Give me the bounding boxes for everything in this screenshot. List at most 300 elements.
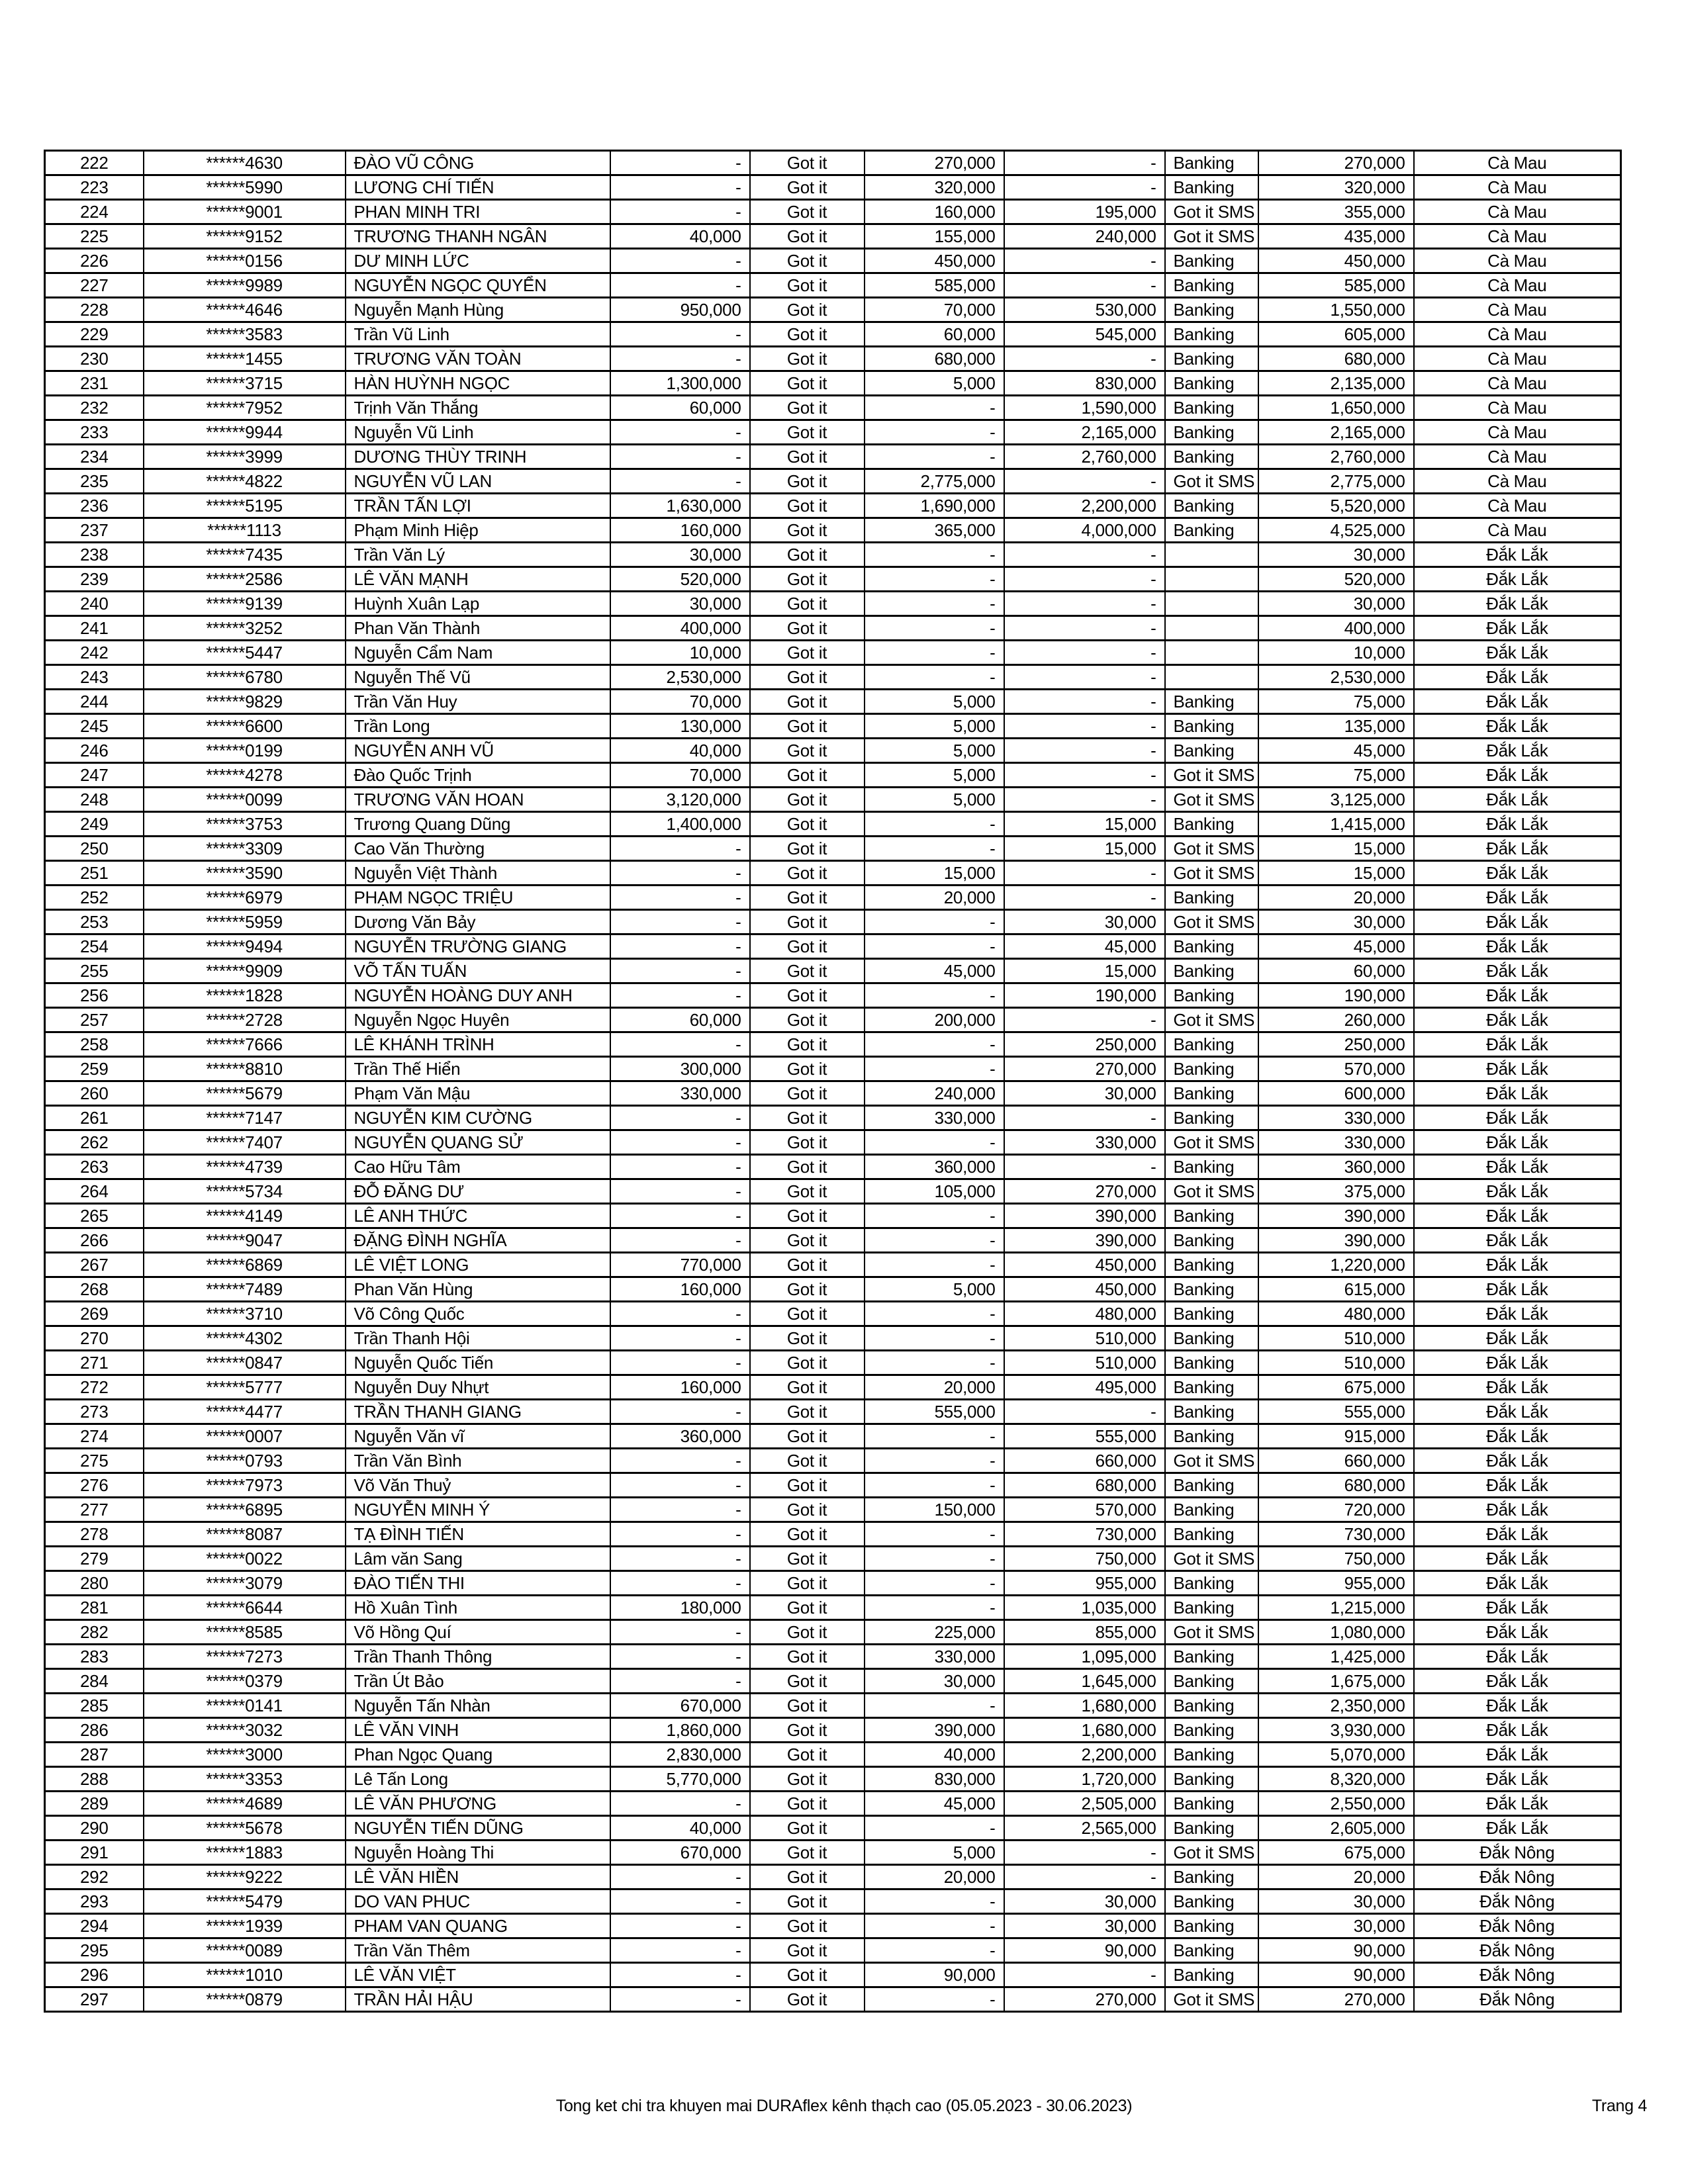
amount_2: -	[865, 1032, 1004, 1057]
payment_method: Banking	[1165, 1914, 1258, 1938]
amount_2: -	[865, 1987, 1004, 2012]
province: Đắk Lắk	[1414, 788, 1621, 812]
amount_3: 270,000	[1004, 1179, 1165, 1204]
table-row	[45, 690, 1621, 714]
account_masked: ******8810	[144, 1057, 346, 1081]
amount_3: -	[1004, 1155, 1165, 1179]
payment_method: Banking	[1165, 934, 1258, 959]
account_masked: ******3753	[144, 812, 346, 837]
province: Đắk Lắk	[1414, 714, 1621, 739]
amount_3: 570,000	[1004, 1498, 1165, 1522]
table-row	[45, 567, 1621, 592]
payment_method: Banking	[1165, 1351, 1258, 1375]
province: Đắk Lắk	[1414, 1179, 1621, 1204]
amount_2: -	[865, 616, 1004, 641]
account_masked: ******4689	[144, 1792, 346, 1816]
payment_method: Banking	[1165, 1938, 1258, 1963]
total_amount: 605,000	[1258, 322, 1414, 347]
amount_1: -	[610, 1547, 750, 1571]
table-row	[45, 1963, 1621, 1987]
recipient_name: TRƯƠNG THANH NGÂN	[346, 224, 610, 249]
receive_status: Got it	[750, 1302, 865, 1326]
recipient_name: Hồ Xuân Tình	[346, 1596, 610, 1620]
table-row	[45, 249, 1621, 273]
amount_2: -	[865, 1057, 1004, 1081]
account_masked: ******6780	[144, 665, 346, 690]
amount_2: 270,000	[865, 151, 1004, 175]
amount_1: -	[610, 1914, 750, 1938]
receive_status: Got it	[750, 861, 865, 886]
payment_method: Banking	[1165, 1816, 1258, 1841]
amount_1: -	[610, 837, 750, 861]
recipient_name: Nguyễn Hoàng Thi	[346, 1841, 610, 1865]
recipient_name: LÊ VIỆT LONG	[346, 1253, 610, 1277]
amount_3: 530,000	[1004, 298, 1165, 322]
amount_3: 195,000	[1004, 200, 1165, 224]
province: Đắk Lắk	[1414, 763, 1621, 788]
amount_3: -	[1004, 567, 1165, 592]
receive_status: Got it	[750, 1228, 865, 1253]
amount_3: 1,095,000	[1004, 1645, 1165, 1669]
stt: 276	[45, 1473, 144, 1498]
total_amount: 360,000	[1258, 1155, 1414, 1179]
amount_1: 40,000	[610, 739, 750, 763]
province: Đắk Lắk	[1414, 1106, 1621, 1130]
table-row	[45, 224, 1621, 249]
receive_status: Got it	[750, 1743, 865, 1767]
province: Đắk Lắk	[1414, 1498, 1621, 1522]
amount_1: 30,000	[610, 543, 750, 567]
recipient_name: TRƯƠNG VĂN HOAN	[346, 788, 610, 812]
stt: 289	[45, 1792, 144, 1816]
amount_3: -	[1004, 249, 1165, 273]
total_amount: 355,000	[1258, 200, 1414, 224]
amount_3: 1,645,000	[1004, 1669, 1165, 1694]
total_amount: 450,000	[1258, 249, 1414, 273]
account_masked: ******4278	[144, 763, 346, 788]
receive_status: Got it	[750, 1645, 865, 1669]
province: Cà Mau	[1414, 371, 1621, 396]
amount_3: -	[1004, 886, 1165, 910]
table-row	[45, 616, 1621, 641]
stt: 278	[45, 1522, 144, 1547]
payment_method: Banking	[1165, 1277, 1258, 1302]
amount_1: -	[610, 1130, 750, 1155]
payment_method: Got it SMS	[1165, 469, 1258, 494]
amount_3: -	[1004, 788, 1165, 812]
amount_3: 510,000	[1004, 1326, 1165, 1351]
stt: 235	[45, 469, 144, 494]
payment_method: Got it SMS	[1165, 861, 1258, 886]
total_amount: 400,000	[1258, 616, 1414, 641]
amount_1: -	[610, 1792, 750, 1816]
table-row	[45, 1400, 1621, 1424]
payment_method: Banking	[1165, 322, 1258, 347]
account_masked: ******8087	[144, 1522, 346, 1547]
table-row	[45, 1032, 1621, 1057]
recipient_name: ĐẶNG ĐÌNH NGHĨA	[346, 1228, 610, 1253]
stt: 242	[45, 641, 144, 665]
account_masked: ******6600	[144, 714, 346, 739]
receive_status: Got it	[750, 1277, 865, 1302]
province: Đắk Lắk	[1414, 616, 1621, 641]
receive_status: Got it	[750, 1816, 865, 1841]
amount_3: 30,000	[1004, 1914, 1165, 1938]
payment_method: Banking	[1165, 518, 1258, 543]
amount_3: 30,000	[1004, 1889, 1165, 1914]
table-row	[45, 1449, 1621, 1473]
total_amount: 3,125,000	[1258, 788, 1414, 812]
amount_2: 1,690,000	[865, 494, 1004, 518]
stt: 259	[45, 1057, 144, 1081]
table-row	[45, 347, 1621, 371]
amount_1: 5,770,000	[610, 1767, 750, 1792]
table-row	[45, 1743, 1621, 1767]
amount_1: -	[610, 322, 750, 347]
total_amount: 3,930,000	[1258, 1718, 1414, 1743]
account_masked: ******5479	[144, 1889, 346, 1914]
total_amount: 270,000	[1258, 151, 1414, 175]
stt: 250	[45, 837, 144, 861]
stt: 237	[45, 518, 144, 543]
amount_3: 30,000	[1004, 1081, 1165, 1106]
stt: 264	[45, 1179, 144, 1204]
stt: 287	[45, 1743, 144, 1767]
receive_status: Got it	[750, 1987, 865, 2012]
total_amount: 480,000	[1258, 1302, 1414, 1326]
payment_method: Got it SMS	[1165, 837, 1258, 861]
amount_2: 330,000	[865, 1645, 1004, 1669]
table-row	[45, 1889, 1621, 1914]
province: Đắk Lắk	[1414, 1155, 1621, 1179]
table-row	[45, 1498, 1621, 1522]
account_masked: ******0793	[144, 1449, 346, 1473]
account_masked: ******9139	[144, 592, 346, 616]
amount_2: 45,000	[865, 1792, 1004, 1816]
account_masked: ******3590	[144, 861, 346, 886]
table-row	[45, 1938, 1621, 1963]
amount_2: 160,000	[865, 200, 1004, 224]
account_masked: ******4739	[144, 1155, 346, 1179]
amount_3: 390,000	[1004, 1228, 1165, 1253]
table-row	[45, 1155, 1621, 1179]
account_masked: ******3715	[144, 371, 346, 396]
payment_method: Banking	[1165, 1718, 1258, 1743]
table-row	[45, 445, 1621, 469]
receive_status: Got it	[750, 396, 865, 420]
stt: 261	[45, 1106, 144, 1130]
account_masked: ******1883	[144, 1841, 346, 1865]
total_amount: 390,000	[1258, 1204, 1414, 1228]
amount_1: 70,000	[610, 690, 750, 714]
table-row	[45, 1008, 1621, 1032]
province: Cà Mau	[1414, 273, 1621, 298]
province: Đắk Nông	[1414, 1938, 1621, 1963]
total_amount: 660,000	[1258, 1449, 1414, 1473]
amount_1: -	[610, 273, 750, 298]
receive_status: Got it	[750, 1400, 865, 1424]
account_masked: ******0099	[144, 788, 346, 812]
amount_1: 520,000	[610, 567, 750, 592]
recipient_name: NGUYỄN VŨ LAN	[346, 469, 610, 494]
recipient_name: NGUYỄN ANH VŨ	[346, 739, 610, 763]
amount_1: -	[610, 1449, 750, 1473]
stt: 256	[45, 983, 144, 1008]
total_amount: 10,000	[1258, 641, 1414, 665]
payment_method: Got it SMS	[1165, 1987, 1258, 2012]
payment_method: Banking	[1165, 1669, 1258, 1694]
table-row	[45, 1865, 1621, 1889]
amount_1: 60,000	[610, 396, 750, 420]
recipient_name: LÊ VĂN HIỀN	[346, 1865, 610, 1889]
amount_1: -	[610, 200, 750, 224]
receive_status: Got it	[750, 1375, 865, 1400]
province: Đắk Lắk	[1414, 910, 1621, 934]
payment_method: Banking	[1165, 1204, 1258, 1228]
amount_3: -	[1004, 690, 1165, 714]
table-row	[45, 1277, 1621, 1302]
total_amount: 260,000	[1258, 1008, 1414, 1032]
amount_3: 680,000	[1004, 1473, 1165, 1498]
stt: 225	[45, 224, 144, 249]
amount_1: -	[610, 1032, 750, 1057]
amount_2: 45,000	[865, 959, 1004, 983]
amount_3: 15,000	[1004, 812, 1165, 837]
stt: 239	[45, 567, 144, 592]
recipient_name: NGUYỄN TRƯỜNG GIANG	[346, 934, 610, 959]
total_amount: 680,000	[1258, 347, 1414, 371]
payment_method: Got it SMS	[1165, 1547, 1258, 1571]
stt: 266	[45, 1228, 144, 1253]
total_amount: 8,320,000	[1258, 1767, 1414, 1792]
total_amount: 270,000	[1258, 1987, 1414, 2012]
table-row	[45, 861, 1621, 886]
recipient_name: Trần Long	[346, 714, 610, 739]
table-row	[45, 1914, 1621, 1938]
amount_1: 3,120,000	[610, 788, 750, 812]
account_masked: ******7973	[144, 1473, 346, 1498]
receive_status: Got it	[750, 690, 865, 714]
recipient_name: TRẦN TẤN LỢI	[346, 494, 610, 518]
payment_method: Banking	[1165, 1865, 1258, 1889]
amount_1: 1,400,000	[610, 812, 750, 837]
amount_3: 390,000	[1004, 1204, 1165, 1228]
province: Đắk Lắk	[1414, 1645, 1621, 1669]
recipient_name: Phan Văn Hùng	[346, 1277, 610, 1302]
total_amount: 5,520,000	[1258, 494, 1414, 518]
province: Đắk Lắk	[1414, 665, 1621, 690]
payment_method: Banking	[1165, 690, 1258, 714]
stt: 257	[45, 1008, 144, 1032]
total_amount: 675,000	[1258, 1841, 1414, 1865]
province: Đắk Nông	[1414, 1865, 1621, 1889]
recipient_name: LÊ VĂN VINH	[346, 1718, 610, 1743]
amount_3: 2,565,000	[1004, 1816, 1165, 1841]
table-row	[45, 420, 1621, 445]
stt: 245	[45, 714, 144, 739]
total_amount: 1,080,000	[1258, 1620, 1414, 1645]
amount_2: 450,000	[865, 249, 1004, 273]
account_masked: ******4822	[144, 469, 346, 494]
receive_status: Got it	[750, 200, 865, 224]
amount_2: -	[865, 1424, 1004, 1449]
table-row	[45, 1326, 1621, 1351]
account_masked: ******1455	[144, 347, 346, 371]
recipient_name: Nguyễn Duy Nhựt	[346, 1375, 610, 1400]
stt: 224	[45, 200, 144, 224]
account_masked: ******1939	[144, 1914, 346, 1938]
amount_1: 70,000	[610, 763, 750, 788]
total_amount: 2,760,000	[1258, 445, 1414, 469]
province: Đắk Lắk	[1414, 1032, 1621, 1057]
amount_1: 330,000	[610, 1081, 750, 1106]
total_amount: 570,000	[1258, 1057, 1414, 1081]
amount_1: -	[610, 886, 750, 910]
recipient_name: ĐÀO VŨ CÔNG	[346, 151, 610, 175]
account_masked: ******4302	[144, 1326, 346, 1351]
province: Đắk Lắk	[1414, 1008, 1621, 1032]
total_amount: 510,000	[1258, 1326, 1414, 1351]
total_amount: 680,000	[1258, 1473, 1414, 1498]
amount_1: -	[610, 1155, 750, 1179]
province: Đắk Lắk	[1414, 959, 1621, 983]
account_masked: ******5777	[144, 1375, 346, 1400]
stt: 271	[45, 1351, 144, 1375]
amount_1: -	[610, 1228, 750, 1253]
amount_1: -	[610, 959, 750, 983]
account_masked: ******3309	[144, 837, 346, 861]
province: Đắk Lắk	[1414, 934, 1621, 959]
province: Đắk Lắk	[1414, 1081, 1621, 1106]
total_amount: 2,775,000	[1258, 469, 1414, 494]
province: Đắk Lắk	[1414, 567, 1621, 592]
stt: 247	[45, 763, 144, 788]
account_masked: ******5990	[144, 175, 346, 200]
receive_status: Got it	[750, 1106, 865, 1130]
province: Đắk Lắk	[1414, 1253, 1621, 1277]
amount_2: 150,000	[865, 1498, 1004, 1522]
recipient_name: VÕ TẤN TUẤN	[346, 959, 610, 983]
total_amount: 375,000	[1258, 1179, 1414, 1204]
stt: 290	[45, 1816, 144, 1841]
account_masked: ******5959	[144, 910, 346, 934]
account_masked: ******5679	[144, 1081, 346, 1106]
amount_3: -	[1004, 469, 1165, 494]
stt: 252	[45, 886, 144, 910]
province: Đắk Lắk	[1414, 1473, 1621, 1498]
table-row	[45, 273, 1621, 298]
province: Đắk Lắk	[1414, 837, 1621, 861]
total_amount: 1,550,000	[1258, 298, 1414, 322]
amount_3: 545,000	[1004, 322, 1165, 347]
stt: 293	[45, 1889, 144, 1914]
account_masked: ******7666	[144, 1032, 346, 1057]
amount_2: -	[865, 1914, 1004, 1938]
account_masked: ******9909	[144, 959, 346, 983]
payment_method: Banking	[1165, 1963, 1258, 1987]
payment_method: Got it SMS	[1165, 1841, 1258, 1865]
payment_method: Banking	[1165, 1326, 1258, 1351]
payment_method: Banking	[1165, 347, 1258, 371]
receive_status: Got it	[750, 1938, 865, 1963]
payment_method	[1165, 641, 1258, 665]
stt: 260	[45, 1081, 144, 1106]
table-row	[45, 788, 1621, 812]
amount_2: -	[865, 812, 1004, 837]
amount_2: 360,000	[865, 1155, 1004, 1179]
table-row	[45, 812, 1621, 837]
receive_status: Got it	[750, 983, 865, 1008]
province: Đắk Lắk	[1414, 1424, 1621, 1449]
total_amount: 1,675,000	[1258, 1669, 1414, 1694]
amount_2: -	[865, 1596, 1004, 1620]
amount_1: 670,000	[610, 1841, 750, 1865]
recipient_name: Nguyễn Vũ Linh	[346, 420, 610, 445]
table-row	[45, 983, 1621, 1008]
total_amount: 30,000	[1258, 1914, 1414, 1938]
amount_3: 955,000	[1004, 1571, 1165, 1596]
table-row	[45, 1571, 1621, 1596]
payment_method: Banking	[1165, 1081, 1258, 1106]
payment_method: Banking	[1165, 1522, 1258, 1547]
account_masked: ******3079	[144, 1571, 346, 1596]
payment_method: Banking	[1165, 494, 1258, 518]
recipient_name: Cao Văn Thường	[346, 837, 610, 861]
amount_3: 2,760,000	[1004, 445, 1165, 469]
payment_method: Banking	[1165, 1375, 1258, 1400]
table-row	[45, 714, 1621, 739]
account_masked: ******0847	[144, 1351, 346, 1375]
account_masked: ******6644	[144, 1596, 346, 1620]
province: Đắk Lắk	[1414, 1277, 1621, 1302]
stt: 282	[45, 1620, 144, 1645]
amount_1: 1,630,000	[610, 494, 750, 518]
receive_status: Got it	[750, 1718, 865, 1743]
receive_status: Got it	[750, 812, 865, 837]
amount_2: -	[865, 1326, 1004, 1351]
account_masked: ******1010	[144, 1963, 346, 1987]
amount_2: 5,000	[865, 788, 1004, 812]
stt: 251	[45, 861, 144, 886]
table-row	[45, 1253, 1621, 1277]
recipient_name: Phan Văn Thành	[346, 616, 610, 641]
amount_2: 5,000	[865, 1841, 1004, 1865]
amount_1: -	[610, 1669, 750, 1694]
amount_2: 5,000	[865, 714, 1004, 739]
account_masked: ******9047	[144, 1228, 346, 1253]
account_masked: ******5447	[144, 641, 346, 665]
amount_1: 40,000	[610, 224, 750, 249]
account_masked: ******9989	[144, 273, 346, 298]
province: Cà Mau	[1414, 469, 1621, 494]
payment_method: Got it SMS	[1165, 788, 1258, 812]
payment_method: Banking	[1165, 1228, 1258, 1253]
province: Đắk Lắk	[1414, 1449, 1621, 1473]
recipient_name: Nguyễn Quốc Tiến	[346, 1351, 610, 1375]
total_amount: 330,000	[1258, 1106, 1414, 1130]
payment_method	[1165, 665, 1258, 690]
recipient_name: LÊ VĂN PHƯƠNG	[346, 1792, 610, 1816]
receive_status: Got it	[750, 494, 865, 518]
recipient_name: NGUYỄN MINH Ý	[346, 1498, 610, 1522]
payment_method: Got it SMS	[1165, 1449, 1258, 1473]
amount_3: 45,000	[1004, 934, 1165, 959]
receive_status: Got it	[750, 1155, 865, 1179]
receive_status: Got it	[750, 567, 865, 592]
recipient_name: Võ Hồng Quí	[346, 1620, 610, 1645]
total_amount: 2,135,000	[1258, 371, 1414, 396]
table-row	[45, 1130, 1621, 1155]
